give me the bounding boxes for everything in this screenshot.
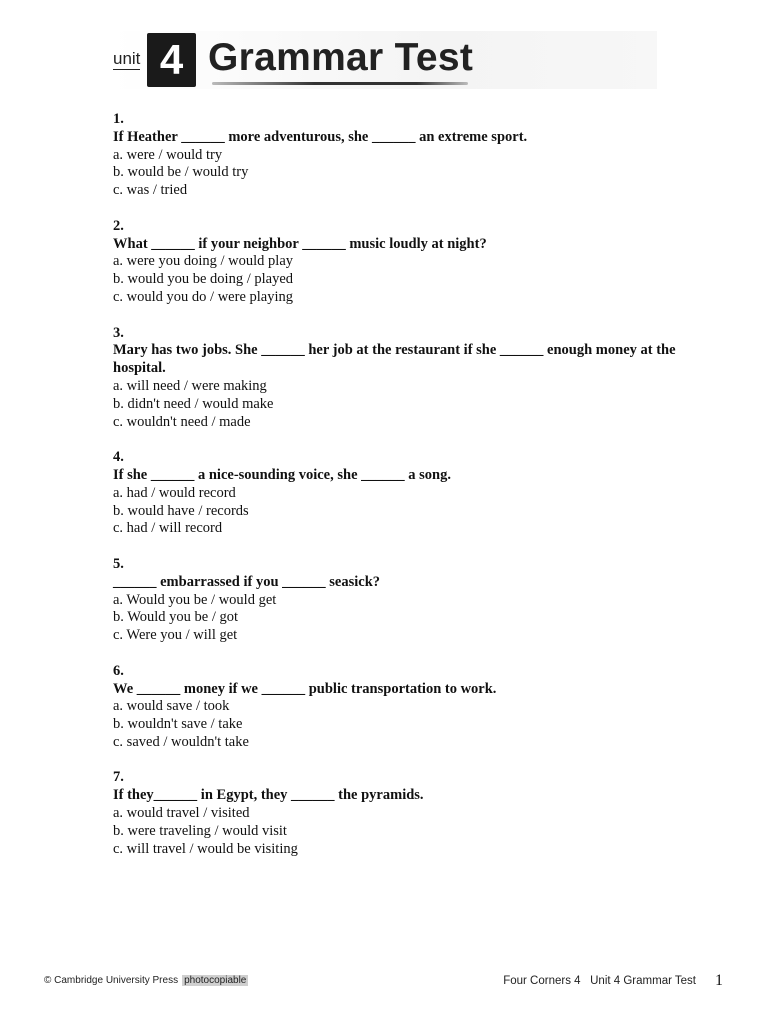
question-number: 7.: [113, 769, 124, 786]
answer-option: b. wouldn't save / take: [113, 716, 243, 733]
question-3: [113, 325, 693, 432]
page-number: 1: [715, 972, 723, 989]
answer-option: a. would travel / visited: [113, 805, 250, 822]
answer-option: c. had / will record: [113, 520, 223, 537]
question-5: [113, 556, 693, 645]
answer-option: c. will travel / would be visiting: [113, 840, 298, 857]
question-4: [113, 449, 693, 538]
question-stem: Mary has two jobs. She ______ her job at the restaurant if she ______ enough money at the hospital.: [113, 342, 676, 377]
answer-option: b. would have / records: [113, 502, 249, 519]
answer-option: a. will need / were making: [113, 377, 267, 394]
question-number: 1.: [113, 111, 124, 127]
footer-copyright: [44, 975, 248, 986]
question-stem: If Heather ______ more adventurous, she ______ an extreme sport.: [113, 128, 528, 145]
answer-option: b. would you be doing / played: [113, 271, 294, 288]
question-number: 6.: [113, 662, 124, 679]
question-stem: If she ______ a nice-sounding voice, she ______ a song.: [113, 466, 451, 483]
answer-option: b. were traveling / would visit: [113, 822, 287, 839]
answer-option: b. didn't need / would make: [113, 395, 274, 412]
answer-option: c. was / tried: [113, 182, 188, 199]
question-1: [113, 111, 693, 200]
question-2: [113, 218, 693, 307]
footer-book-info: Four Corners 4 Unit 4 Grammar Test: [503, 975, 696, 987]
answer-option: a. would save / took: [113, 698, 230, 715]
unit-number: 4: [159, 36, 184, 83]
answer-option: a. had / would record: [113, 484, 236, 501]
question-number: 2.: [113, 217, 124, 234]
answer-option: a. were / would try: [113, 146, 223, 163]
page-title: Grammar Test: [208, 36, 474, 79]
question-stem: We ______ money if we ______ public transportation to work.: [113, 680, 497, 697]
answer-option: b. would be / would try: [113, 164, 249, 181]
question-list: [113, 111, 693, 876]
question-stem: What ______ if your neighbor ______ music loudly at night?: [113, 235, 487, 252]
question-7: [113, 769, 693, 858]
unit-number-box: [147, 33, 196, 87]
copyright-text: © Cambridge University Press: [44, 975, 179, 986]
answer-option: a. were you doing / would play: [113, 253, 294, 270]
answer-option: c. saved / wouldn't take: [113, 733, 249, 750]
answer-option: c. wouldn't need / made: [113, 413, 251, 430]
question-number: 4.: [113, 449, 124, 466]
unit-header: [112, 31, 657, 89]
answer-option: c. would you do / were playing: [113, 288, 294, 305]
answer-option: b. Would you be / got: [113, 609, 239, 626]
answer-option: a. Would you be / would get: [113, 591, 277, 608]
title-underline: [212, 82, 468, 85]
question-number: 5.: [113, 555, 124, 572]
photocopiable-badge: photocopiable: [184, 975, 247, 986]
question-6: [113, 663, 693, 752]
question-number: 3.: [113, 324, 124, 341]
question-stem: ______ embarrassed if you ______ seasick?: [113, 573, 381, 590]
answer-option: c. Were you / will get: [113, 627, 238, 644]
unit-label: unit: [113, 49, 141, 68]
question-stem: If they______ in Egypt, they ______ the pyramids.: [113, 787, 424, 804]
